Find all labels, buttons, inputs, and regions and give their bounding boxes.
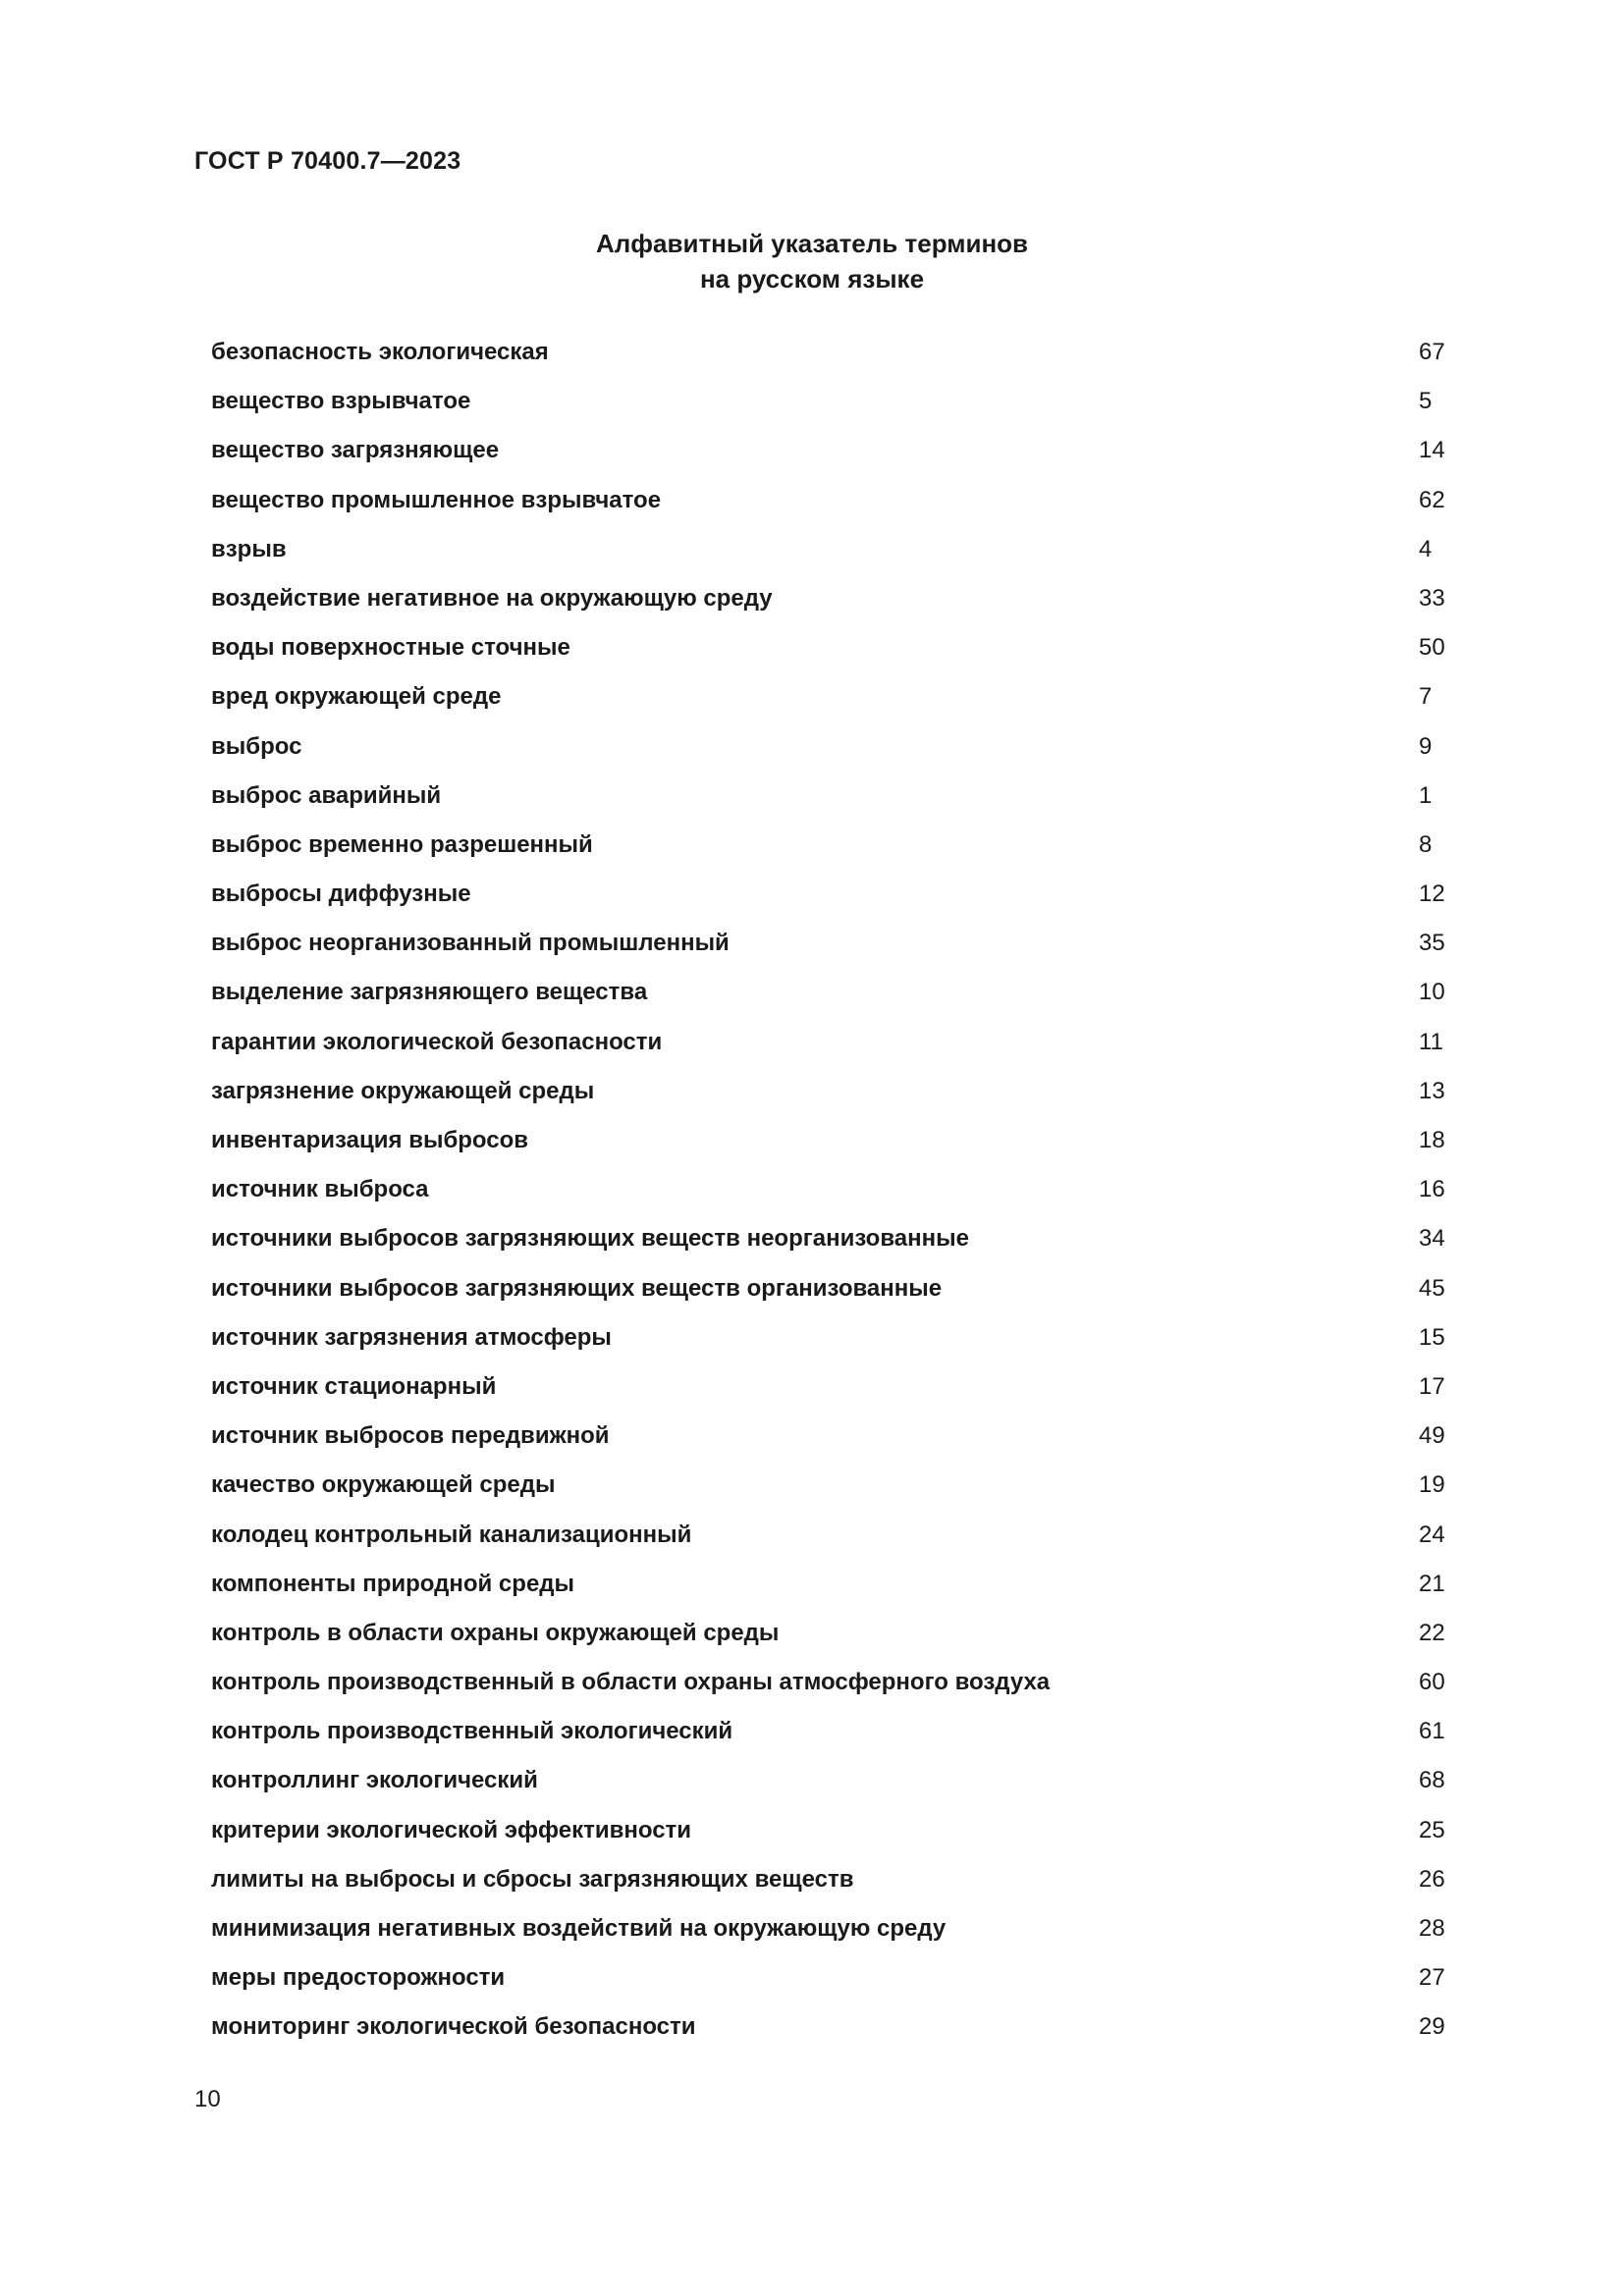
index-term-number: 61 [1419, 1718, 1445, 1745]
index-entry [211, 1756, 1453, 1805]
index-term: источник выброса [211, 1176, 429, 1203]
index-entry [211, 1116, 1453, 1165]
index-entry [211, 1806, 1453, 1855]
index-entry [211, 821, 1453, 870]
index-term: вещество промышленное взрывчатое [211, 486, 662, 513]
index-term-number: 33 [1419, 584, 1445, 612]
index-term: гарантии экологической безопасности [211, 1028, 663, 1055]
index-term-number: 45 [1419, 1274, 1445, 1302]
page-number: 10 [194, 2086, 221, 2112]
index-term-number: 27 [1419, 1964, 1445, 1992]
index-term-number: 19 [1419, 1471, 1445, 1499]
index-term: вред окружающей среде [211, 683, 502, 711]
index-term: источники выбросов загрязняющих веществ неорганизованные [211, 1225, 969, 1253]
index-term: воздействие негативное на окружающую среду [211, 584, 773, 612]
index-term: источники выбросов загрязняющих веществ организованные [211, 1274, 943, 1302]
index-term: источник выбросов передвижной [211, 1422, 610, 1450]
index-term: контроль в области охраны окружающей среды [211, 1619, 780, 1646]
index-term: вещество взрывчатое [211, 388, 471, 415]
index-entry [211, 1511, 1453, 1560]
index-term-number: 29 [1419, 2013, 1445, 2041]
index-term: контроль производственный в области охраны атмосферного воздуха [211, 1669, 1051, 1696]
index-term-number: 1 [1419, 781, 1433, 809]
index-term-number: 50 [1419, 634, 1445, 662]
index-term-number: 16 [1419, 1176, 1445, 1203]
index-term: выброс аварийный [211, 781, 442, 809]
index-entry [211, 328, 1453, 377]
index-term-number: 60 [1419, 1669, 1445, 1696]
index-term-number: 5 [1419, 388, 1433, 415]
index-term: минимизация негативных воздействий на окружающую среду [211, 1915, 947, 1942]
index-term: безопасность экологическая [211, 339, 549, 365]
index-term: компоненты природной среды [211, 1570, 575, 1597]
index-term-number: 21 [1419, 1570, 1445, 1597]
index-term-number: 17 [1419, 1372, 1445, 1400]
index-term: выброс временно разрешенный [211, 830, 593, 858]
index-term: вещество загрязняющее [211, 437, 500, 464]
index-entry [211, 1018, 1453, 1067]
index-term: критерии экологической эффективности [211, 1816, 692, 1843]
index-term-number: 62 [1419, 486, 1445, 513]
index-term-number: 22 [1419, 1619, 1445, 1646]
index-term-number: 28 [1419, 1915, 1445, 1942]
index-term: воды поверхностные сточные [211, 634, 570, 662]
index-term-number: 18 [1419, 1127, 1445, 1153]
index-entry [211, 476, 1453, 525]
index-term: меры предосторожности [211, 1964, 506, 1992]
index-term: выброс [211, 732, 302, 760]
index-entry [211, 1214, 1453, 1263]
index-term-number: 68 [1419, 1767, 1445, 1794]
index-entry [211, 1707, 1453, 1756]
index-entry [211, 968, 1453, 1017]
index-entry [211, 1560, 1453, 1609]
index-term-number: 35 [1419, 930, 1445, 957]
index-entry [211, 623, 1453, 672]
index-entry [211, 1412, 1453, 1461]
index-term-number: 13 [1419, 1077, 1445, 1104]
index-term-number: 9 [1419, 732, 1433, 760]
index-entry [211, 2002, 1453, 2052]
index-entry [211, 772, 1453, 821]
index-entry [211, 1264, 1453, 1313]
index-entry [211, 1904, 1453, 1953]
index-title [0, 226, 1624, 296]
index-entry [211, 1658, 1453, 1707]
index-entry [211, 525, 1453, 574]
index-entry [211, 672, 1453, 721]
index-entry [211, 1067, 1453, 1116]
index-term: загрязнение окружающей среды [211, 1077, 595, 1104]
index-entry [211, 1953, 1453, 2002]
index-entry [211, 919, 1453, 968]
index-term-number: 15 [1419, 1323, 1445, 1351]
index-entry [211, 722, 1453, 772]
index-term-number: 4 [1419, 535, 1433, 562]
index-entry [211, 377, 1453, 426]
index-term: источник стационарный [211, 1372, 497, 1400]
index-term-number: 34 [1419, 1225, 1445, 1253]
index-term: контроллинг экологический [211, 1767, 538, 1794]
index-title-line-1: Алфавитный указатель терминов [595, 229, 1029, 258]
index-term: контроль производственный экологический [211, 1718, 733, 1745]
index-term-number: 26 [1419, 1865, 1445, 1893]
index-term: выделение загрязняющего вещества [211, 979, 648, 1006]
index-term-number: 11 [1419, 1028, 1443, 1055]
index-entry [211, 574, 1453, 623]
index-term-number: 8 [1419, 830, 1433, 858]
index-term: качество окружающей среды [211, 1471, 556, 1499]
index-entry [211, 1165, 1453, 1214]
index-term-number: 49 [1419, 1422, 1445, 1450]
index-term-number: 10 [1419, 979, 1445, 1006]
index-term-number: 14 [1419, 437, 1445, 464]
index-entry [211, 1362, 1453, 1412]
index-entry [211, 1461, 1453, 1510]
index-term-number: 24 [1419, 1521, 1445, 1548]
index-entry [211, 870, 1453, 919]
index-term: выбросы диффузные [211, 881, 471, 908]
index-term: лимиты на выбросы и сбросы загрязняющих веществ [211, 1865, 854, 1893]
index-entry [211, 426, 1453, 475]
index-term-number: 12 [1419, 881, 1445, 908]
document-code: ГОСТ Р 70400.7—2023 [194, 147, 461, 175]
index-term: мониторинг экологической безопасности [211, 2013, 696, 2041]
index-title-line-2: на русском языке [699, 264, 925, 294]
index-entry [211, 1313, 1453, 1362]
index-term-number: 7 [1419, 683, 1433, 711]
index-term: колодец контрольный канализационный [211, 1521, 692, 1548]
index-term-number: 25 [1419, 1816, 1445, 1843]
index-term: взрыв [211, 535, 287, 562]
index-term: выброс неорганизованный промышленный [211, 930, 730, 957]
index-term: инвентаризация выбросов [211, 1127, 529, 1153]
index-term: источник загрязнения атмосферы [211, 1323, 612, 1351]
terms-index-list [211, 328, 1453, 2053]
index-entry [211, 1609, 1453, 1658]
index-entry [211, 1855, 1453, 1904]
index-term-number: 67 [1419, 339, 1445, 365]
